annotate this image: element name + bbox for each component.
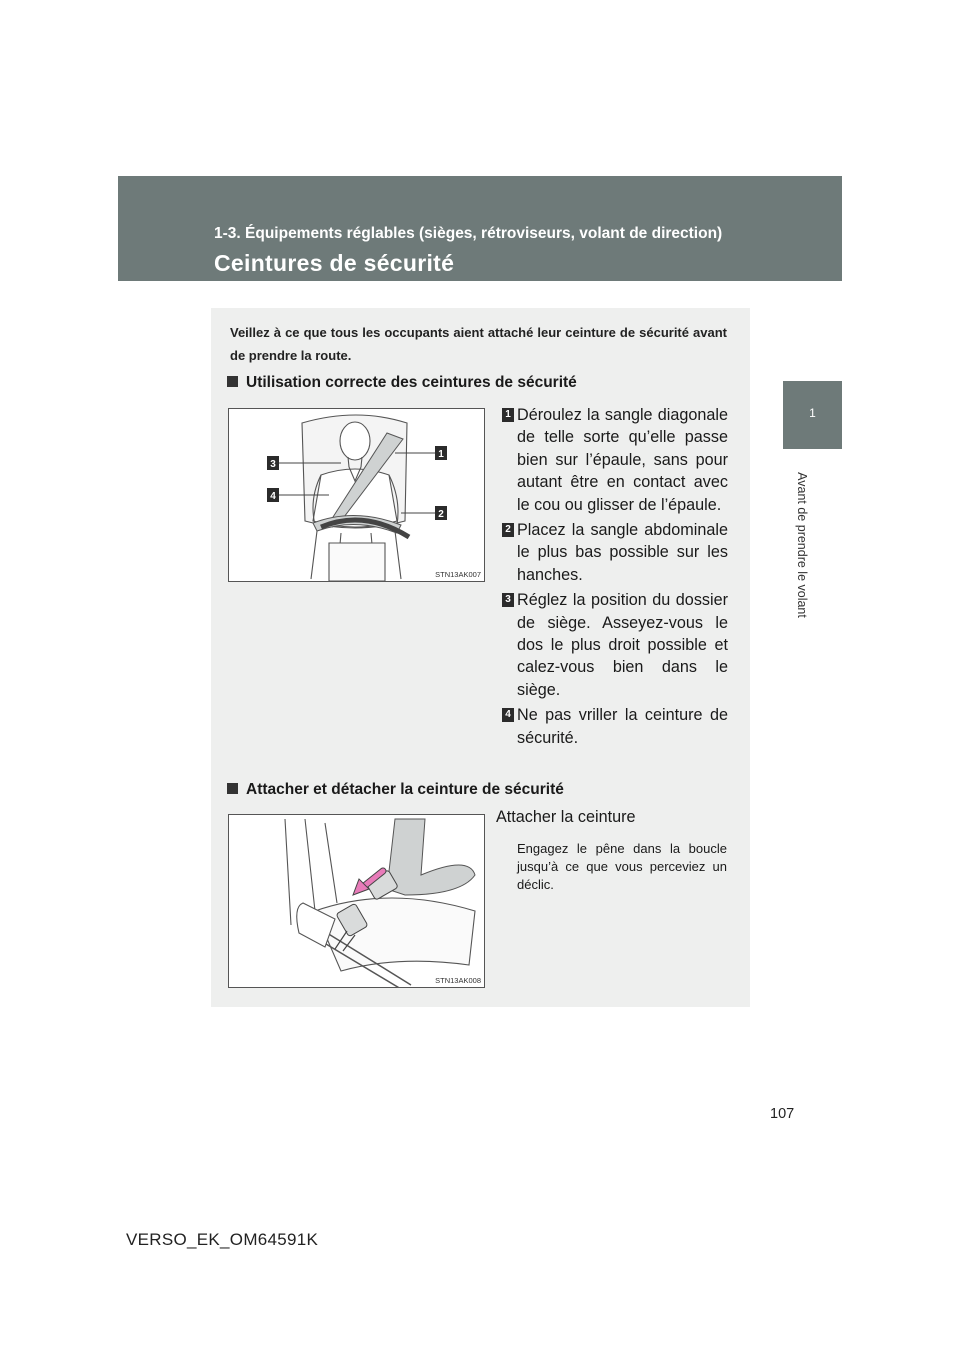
header-band (118, 176, 842, 281)
callout-2-label: 2 (438, 509, 444, 520)
figure-code-2: STN13AK008 (435, 976, 481, 985)
step-item (502, 589, 728, 701)
buckle-figure (228, 814, 485, 988)
callout-2 (435, 506, 447, 520)
step-badge: 1 (502, 408, 514, 422)
step-badge: 3 (502, 593, 514, 607)
intro-text: Veillez à ce que tous les occupants aient attaché leur ceinture de sécurité avant de prendre la route. (230, 325, 727, 363)
callout-3 (267, 456, 279, 470)
fasten-title: Attacher la ceinture (496, 808, 636, 826)
chapter-number: 1 (809, 406, 816, 420)
usage-heading (227, 374, 577, 392)
callout-1-label: 1 (438, 449, 444, 460)
usage-heading-text: Utilisation correcte des ceintures de sécurité (246, 374, 577, 391)
seated-occupant-illustration (229, 409, 485, 582)
seat-cushion-outline (315, 898, 475, 971)
fasten-description: Engagez le pêne dans la boucle jusqu’à ce que vous perceviez un déclic. (517, 841, 727, 892)
section-label: 1-3. Équipements réglables (sièges, rétroviseurs, volant de direction) (214, 225, 723, 242)
fasten-heading (227, 781, 564, 799)
page-number: 107 (770, 1106, 795, 1122)
buckle-illustration (229, 815, 485, 988)
callout-4 (267, 488, 279, 502)
step-text: Placez la sangle abdominale le plus bas possible sur les hanches. (517, 521, 728, 584)
shoulder-belt (387, 819, 475, 895)
step-text: Déroulez la sangle diagonale de telle sorte qu’elle passe bien sur l’épaule, sans pour autant être en contact avec le cou ou glisser de l’épaule. (517, 406, 728, 514)
step-text: Ne pas vriller la ceinture de sécurité. (517, 706, 728, 747)
chapter-tab[interactable] (783, 381, 842, 449)
model-code: VERSO_EK_OM64591K (126, 1230, 319, 1249)
step-badge: 2 (502, 523, 514, 537)
callout-4-label: 4 (270, 491, 276, 502)
step-item (502, 519, 728, 586)
seatbelt-usage-figure (228, 408, 485, 582)
usage-steps (502, 404, 728, 752)
chapter-label: Avant de prendre le volant (795, 472, 809, 618)
step-item (502, 404, 728, 516)
callout-1 (435, 446, 447, 460)
head-outline (340, 422, 370, 460)
seat-cushion-outline (329, 543, 385, 581)
square-bullet-icon (227, 376, 238, 387)
figure-code-1: STN13AK007 (435, 570, 481, 579)
step-item (502, 704, 728, 749)
step-badge: 4 (502, 708, 514, 722)
callout-3-label: 3 (270, 459, 276, 470)
content-panel (211, 308, 750, 1007)
square-bullet-icon (227, 783, 238, 794)
step-text: Réglez la position du dossier de siège. Asseyez-vous le dos le plus droit possible et calez-vous bien dans le siège. (517, 591, 728, 699)
chapter-side-label (794, 460, 810, 630)
fasten-heading-text: Attacher et détacher la ceinture de sécurité (246, 781, 564, 798)
page-title: Ceintures de sécurité (214, 250, 455, 276)
